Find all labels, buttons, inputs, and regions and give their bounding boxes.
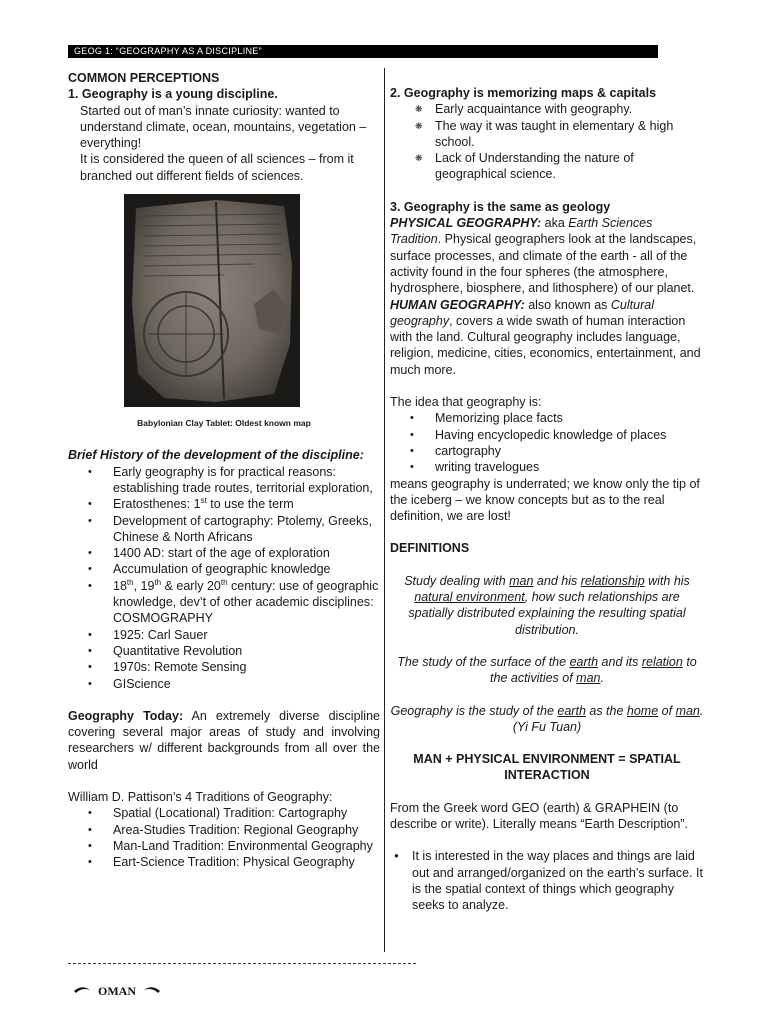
list-item: • Development of cartography: Ptolemy, Greeks, Chinese & North Africans xyxy=(68,513,380,546)
human-geography-paragraph: HUMAN GEOGRAPHY: also known as Cultural geography, covers a wide swath of human interaction with the land. Cultural geography includes language, religion, medicine, cities, economics, entertainment, and much more. xyxy=(390,297,701,377)
list-item: • Having encyclopedic knowledge of places xyxy=(390,427,704,443)
history-heading: Brief History of the development of the discipline: xyxy=(68,448,364,463)
geography-today-label: Geography Today: xyxy=(68,708,184,723)
right-column xyxy=(390,85,704,913)
greek-origin-paragraph: From the Greek word GEO (earth) & GRAPHEIN (to describe or write). Literally means “Earth Description”. xyxy=(390,800,689,831)
idea-list xyxy=(390,410,704,475)
list-item: • Memorizing place facts xyxy=(390,410,704,426)
equation-heading: MAN + PHYSICAL ENVIRONMENT = SPATIAL INTERACTION xyxy=(413,752,681,783)
history-list xyxy=(68,464,380,692)
list-item: • 1925: Carl Sauer xyxy=(68,627,380,643)
column-divider xyxy=(384,68,385,952)
list-item: • Accumulation of geographic knowledge xyxy=(68,561,380,577)
list-item: • cartography xyxy=(390,443,704,459)
traditions-list xyxy=(68,805,380,870)
perception-2-heading: 2. Geography is memorizing maps & capitals xyxy=(390,86,657,100)
image-caption: Babylonian Clay Tablet: Oldest known map xyxy=(137,418,311,429)
list-item: • writing travelogues xyxy=(390,459,704,475)
list-item: • 18th, 19th & early 20th century: use of geographic knowledge, dev’t of other academic disciplines: COSMOGRAPHY xyxy=(68,578,380,627)
perception-2-list xyxy=(390,101,704,182)
list-item: • 1970s: Remote Sensing xyxy=(68,659,380,675)
list-item: • GIScience xyxy=(68,676,380,692)
list-item: • Quantitative Revolution xyxy=(68,643,380,659)
interest-list xyxy=(390,848,704,913)
list-item: • Eratosthenes: 1st to use the term xyxy=(68,496,380,512)
list-item: ❋ Early acquaintance with geography. xyxy=(390,101,704,117)
perception-1-text-1: Started out of man’s innate curiosity: wanted to understand climate, ocean, mountains, vegetation – everything! xyxy=(80,103,367,151)
list-item: ● It is interested in the way places and things are laid out and arranged/organized on the earth’s surface. It is the spatial context of things which geography seeks to analyze. xyxy=(390,848,704,913)
oman-logo-icon xyxy=(72,980,162,1002)
idea-conclusion: means geography is underrated; we know only the tip of the iceberg – we know concepts but as to the real definition, we are lost! xyxy=(390,476,700,524)
list-item: • Early geography is for practical reasons: establishing trade routes, territorial exploration, xyxy=(68,464,380,497)
list-item: ❋ The way it was taught in elementary & high school. xyxy=(390,118,704,151)
list-item: • Eart-Science Tradition: Physical Geography xyxy=(68,854,380,870)
list-item: ❋ Lack of Understanding the nature of geographical science. xyxy=(390,150,704,183)
footer-divider xyxy=(68,963,416,965)
list-item: • Spatial (Locational) Tradition: Cartography xyxy=(68,805,380,821)
list-item: • Man-Land Tradition: Environmental Geography xyxy=(68,838,380,854)
list-item: • Area-Studies Tradition: Regional Geography xyxy=(68,822,380,838)
geography-today-paragraph: Geography Today: An extremely diverse discipline covering several major areas of study and involving researchers w/ different backgrounds from all over the world xyxy=(68,708,380,772)
physical-geography-paragraph: PHYSICAL GEOGRAPHY: aka Earth Sciences Tradition. Physical geographers look at the landscapes, surface processes, and climate of the earth - all of the activity found in the four spheres (the atmosphere, hydrosphere, biosphere, and lithosphere) of our planet. xyxy=(390,216,697,296)
definition-1: Study dealing with man and his relationship with his natural environment, how such relationships are spatially distributed explaining the resulting spatial distribution. xyxy=(404,573,690,637)
perception-3-heading: 3. Geography is the same as geology xyxy=(390,199,611,214)
document-header: GEOG 1: “GEOGRAPHY AS A DISCIPLINE” xyxy=(68,45,658,58)
pattison-heading: William D. Pattison’s 4 Traditions of Geography: xyxy=(68,790,333,805)
footer-logo-text: OMAN xyxy=(98,984,136,998)
perception-1-text-2: It is considered the queen of all sciences – from it branched out different fields of sciences. xyxy=(80,152,354,183)
clay-tablet-illustration xyxy=(124,194,300,407)
footer-logo xyxy=(72,980,162,1007)
left-column xyxy=(68,70,380,871)
common-perceptions-heading: COMMON PERCEPTIONS xyxy=(68,71,220,85)
babylonian-tablet-image xyxy=(124,194,300,407)
perception-1-heading: 1. Geography is a young discipline. xyxy=(68,87,278,102)
definitions-heading: DEFINITIONS xyxy=(390,541,470,556)
list-item: • 1400 AD: start of the age of exploration xyxy=(68,545,380,561)
definition-2: The study of the surface of the earth and its relation to the activities of man. xyxy=(397,654,697,686)
definition-3: Geography is the study of the earth as the home of man. (Yi Fu Tuan) xyxy=(390,703,704,734)
idea-intro: The idea that geography is: xyxy=(390,395,542,410)
